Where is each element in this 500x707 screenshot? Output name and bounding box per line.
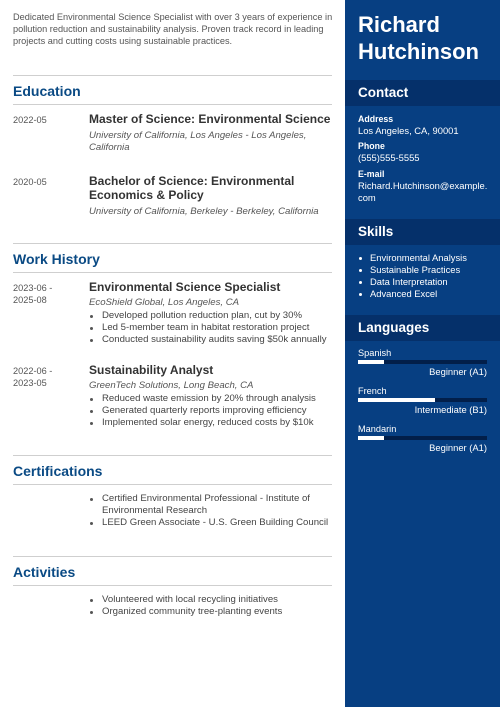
list-item: Led 5-member team in habitat restoration project [89,322,334,334]
candidate-name [358,11,479,65]
phone-value: (555)555-5555 [358,152,420,163]
language-level: Beginner (A1) [429,442,487,453]
activities-list [89,593,334,618]
work-history-heading: Work History [13,251,100,267]
skill-item: Environmental Analysis [358,252,467,264]
degree-title: Bachelor of Science: Environmental Economics & Policy [89,174,295,202]
language-bar [358,398,487,402]
list-item: Implemented solar energy, reduced costs by $10k [89,417,334,429]
divider [13,243,332,244]
language-bar-fill [358,360,384,364]
employer: EcoShield Global, Los Angeles, CA [89,297,240,308]
job-duties [89,310,334,346]
email-value: Richard.Hutchinson@example.com [358,180,488,203]
skill-item: Data Interpretation [358,276,467,288]
education-date: 2020-05 [13,177,47,187]
first-name: Richard [358,12,440,37]
job-duties [89,393,334,429]
language-name: French [358,386,387,396]
list-item: LEED Green Associate - U.S. Green Building Council [89,517,334,529]
skills-list [358,252,467,300]
certifications-bullets [89,493,334,529]
skills-heading: Skills [358,224,394,239]
profile-summary: Dedicated Environmental Science Specialist with over 3 years of experience in pollution reduction and sustainability analysis. Proven track record in leading projects and cutting costs using sustainable practices. [13,12,333,46]
certifications-list [89,492,334,529]
contact-heading: Contact [358,85,409,100]
job-dates [13,282,52,306]
list-item: Generated quarterly reports improving efficiency [89,405,334,417]
job-end-date: 2023-05 [13,378,47,388]
divider [13,585,332,586]
list-item: Conducted sustainability audits saving $50k annually [89,334,334,346]
job-start-date: 2022-06 - [13,366,53,376]
education-entry [89,112,334,154]
address-label: Address [358,114,394,124]
list-item: Organized community tree-planting events [89,606,334,618]
divider [13,75,332,76]
skill-item: Sustainable Practices [358,264,467,276]
language-level: Beginner (A1) [429,366,487,377]
list-item: Reduced waste emission by 20% through analysis [89,393,334,405]
language-bar-fill [358,436,384,440]
language-bar [358,360,487,364]
education-entry [89,174,334,218]
employer: GreenTech Solutions, Long Beach, CA [89,380,254,391]
divider [13,455,332,456]
divider [13,484,332,485]
divider [13,556,332,557]
address-value: Los Angeles, CA, 90001 [358,125,459,136]
list-item: Volunteered with local recycling initiatives [89,594,334,606]
language-level: Intermediate (B1) [414,404,487,415]
job-dates [13,365,52,389]
sidebar [345,0,500,707]
education-heading: Education [13,83,81,99]
phone-label: Phone [358,141,385,151]
school-name: University of California, Los Angeles - Los Angeles, California [89,130,307,153]
degree-title: Master of Science: Environmental Science [89,112,331,126]
certifications-heading: Certifications [13,463,103,479]
list-item: Certified Environmental Professional - Institute of Environmental Research [89,493,334,517]
list-item: Developed pollution reduction plan, cut by 30% [89,310,334,322]
job-entry [89,280,334,346]
skill-item: Advanced Excel [358,288,467,300]
language-bar [358,436,487,440]
job-end-date: 2025-08 [13,295,47,305]
activities-bullets [89,594,334,618]
divider [13,104,332,105]
school-name: University of California, Berkeley - Berkeley, California [89,206,319,217]
education-date: 2022-05 [13,115,47,125]
language-bar-fill [358,398,435,402]
job-entry [89,363,334,429]
languages-heading: Languages [358,320,430,335]
last-name: Hutchinson [358,39,479,64]
email-label: E-mail [358,169,385,179]
job-title: Sustainability Analyst [89,363,214,377]
activities-heading: Activities [13,564,76,580]
job-start-date: 2023-06 - [13,283,53,293]
language-name: Spanish [358,348,392,358]
divider [13,272,332,273]
language-name: Mandarin [358,424,397,434]
job-title: Environmental Science Specialist [89,280,281,294]
